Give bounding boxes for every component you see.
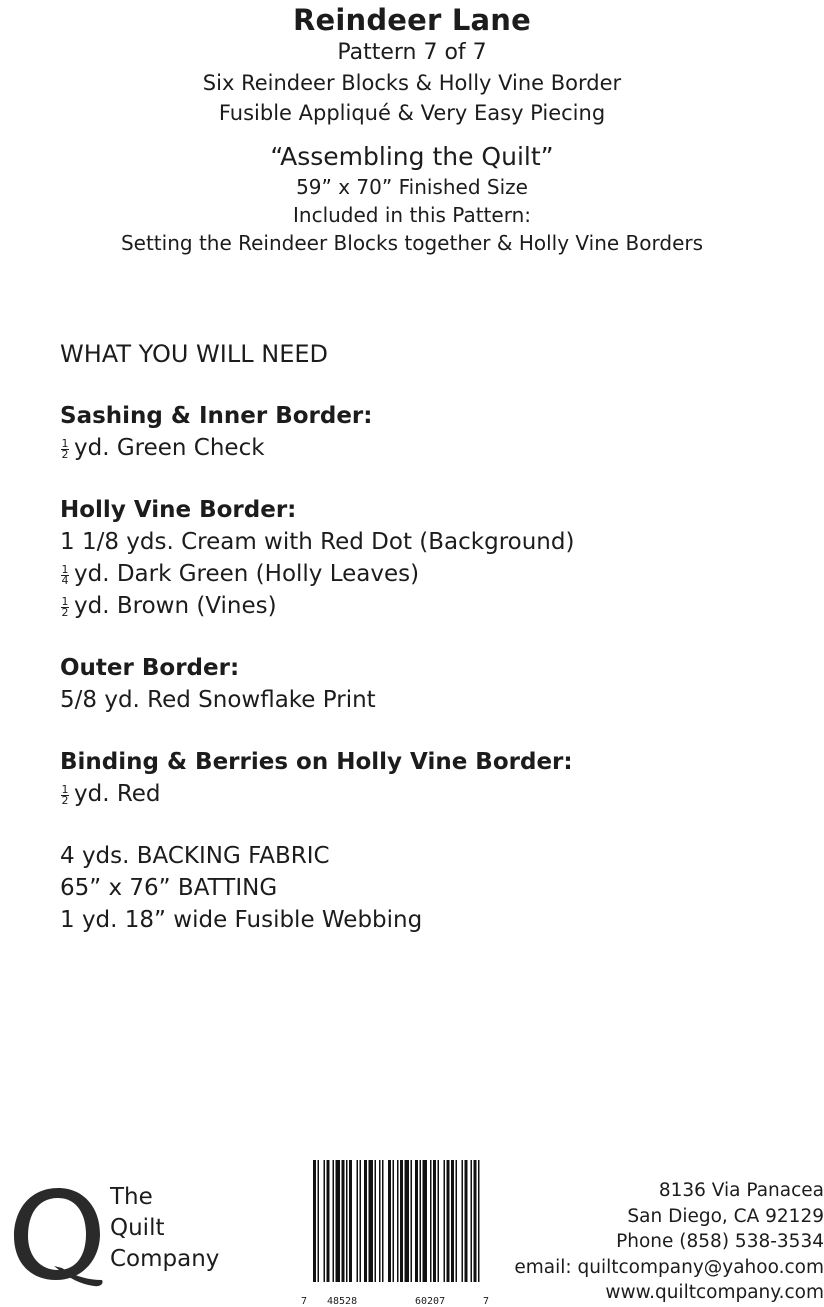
barcode-bar (360, 1160, 362, 1282)
pattern-description-1: Six Reindeer Blocks & Holly Vine Border (202, 71, 622, 95)
materials-item-text: yd. Green Check (74, 435, 265, 461)
company-name (110, 1182, 219, 1275)
barcode-bar (324, 1160, 326, 1282)
materials-item (60, 904, 820, 936)
fraction-denominator: 2 (61, 606, 69, 619)
materials-section-title: Sashing & Inner Border: (60, 403, 373, 429)
materials-item-text: 65” x 76” BATTING (60, 875, 278, 901)
materials-item (60, 558, 820, 590)
barcode-bars (305, 1160, 491, 1282)
barcode (301, 1160, 491, 1307)
materials-section (60, 400, 820, 464)
materials-section-title: Holly Vine Border: (60, 497, 297, 523)
company-name-line: Company (110, 1246, 220, 1272)
fraction-numerator: 1 (61, 563, 69, 576)
materials-item (60, 778, 820, 810)
materials-section (60, 494, 820, 622)
barcode-bar (388, 1160, 391, 1282)
materials-item (60, 840, 820, 872)
barcode-bar (433, 1160, 436, 1282)
materials-section (60, 840, 820, 936)
pattern-number: Pattern 7 of 7 (337, 40, 487, 65)
fraction-numerator: 1 (61, 595, 69, 608)
barcode-bar (333, 1160, 335, 1282)
quilt-company-q-logo-icon (8, 1180, 108, 1292)
materials-item (60, 590, 820, 622)
barcode-bar (342, 1160, 345, 1282)
address-line: 8136 Via Panacea (658, 1180, 824, 1201)
materials-item-text: yd. Red (74, 781, 161, 807)
barcode-bar (336, 1160, 341, 1282)
address-line: San Diego, CA 92129 (627, 1205, 824, 1227)
company-address (514, 1178, 824, 1306)
barcode-bar (478, 1160, 480, 1282)
company-logo (8, 1180, 238, 1290)
barcode-bar (382, 1160, 384, 1282)
fraction (60, 597, 70, 618)
materials-item (60, 432, 820, 464)
fraction-denominator: 2 (61, 448, 69, 461)
pattern-description-2: Fusible Appliqué & Very Easy Piecing (218, 101, 606, 125)
barcode-bar (349, 1160, 352, 1282)
barcode-bar (411, 1160, 413, 1282)
pattern-subtitle: “Assembling the Quilt” (270, 142, 554, 171)
barcode-bar (400, 1160, 403, 1282)
materials-item (60, 526, 820, 558)
included-detail: Setting the Reindeer Blocks together & Holly Vine Borders (120, 231, 704, 255)
barcode-bar (369, 1160, 374, 1282)
barcode-bar (357, 1160, 359, 1282)
footer (0, 1160, 824, 1307)
company-name-line: Quilt (110, 1215, 165, 1241)
pattern-header (0, 0, 824, 257)
fraction (60, 439, 70, 460)
materials-heading: WHAT YOU WILL NEED (60, 340, 328, 368)
barcode-bar (313, 1160, 316, 1282)
materials-item (60, 872, 820, 904)
barcode-bar (451, 1160, 454, 1282)
fraction-denominator: 2 (61, 794, 69, 807)
fraction (60, 785, 70, 806)
barcode-bar (375, 1160, 377, 1282)
barcode-bar (415, 1160, 418, 1282)
barcode-bar (456, 1160, 458, 1282)
barcode-digit: 48528 (327, 1296, 358, 1307)
barcode-bar (465, 1160, 468, 1282)
barcode-bar (327, 1160, 330, 1282)
barcode-bar (471, 1160, 473, 1282)
finished-size: 59” x 70” Finished Size (296, 175, 528, 199)
barcode-bar (393, 1160, 395, 1282)
materials-item-text: 1 1/8 yds. Cream with Red Dot (Background) (60, 529, 575, 555)
fraction-numerator: 1 (61, 783, 69, 796)
included-label: Included in this Pattern: (293, 203, 531, 227)
materials-item-text: 4 yds. BACKING FABRIC (60, 843, 330, 869)
barcode-bar (438, 1160, 440, 1282)
barcode-digit: 7 (301, 1296, 308, 1307)
materials-section (60, 746, 820, 810)
company-name-line: The (110, 1184, 153, 1210)
materials-sections (60, 400, 820, 936)
barcode-bar (318, 1160, 320, 1282)
barcode-bar (346, 1160, 348, 1282)
barcode-bar (420, 1160, 422, 1282)
barcode-bar (397, 1160, 399, 1282)
materials-item-text: 5/8 yd. Red Snowflake Print (60, 687, 376, 713)
barcode-bar (474, 1160, 477, 1282)
barcode-bar (462, 1160, 464, 1282)
barcode-digit: 60207 (415, 1296, 446, 1307)
barcode-bar (430, 1160, 432, 1282)
email-line[interactable]: email: quiltcompany@yahoo.com (514, 1256, 824, 1278)
barcode-bar (423, 1160, 428, 1282)
materials-item (60, 684, 820, 716)
materials-section-title: Binding & Berries on Holly Vine Border: (60, 749, 573, 775)
fraction-numerator: 1 (61, 437, 69, 450)
barcode-bar (444, 1160, 446, 1282)
materials-section-title: Outer Border: (60, 655, 240, 681)
website-link[interactable]: www.quiltcompany.com (605, 1282, 824, 1303)
barcode-bar (405, 1160, 410, 1282)
materials-item-text: 1 yd. 18” wide Fusible Webbing (60, 907, 423, 933)
materials-list (60, 338, 820, 966)
barcode-bar (447, 1160, 450, 1282)
materials-item-text: yd. Brown (Vines) (74, 593, 277, 619)
phone-line: Phone (858) 538-3534 (616, 1231, 824, 1252)
barcode-bar (364, 1160, 367, 1282)
pattern-title: Reindeer Lane (292, 3, 532, 37)
barcode-digit: 7 (483, 1296, 490, 1307)
fraction (60, 565, 70, 586)
fraction-denominator: 4 (61, 574, 69, 587)
materials-item-text: yd. Dark Green (Holly Leaves) (74, 561, 420, 587)
materials-section (60, 652, 820, 716)
barcode-bar (379, 1160, 381, 1282)
